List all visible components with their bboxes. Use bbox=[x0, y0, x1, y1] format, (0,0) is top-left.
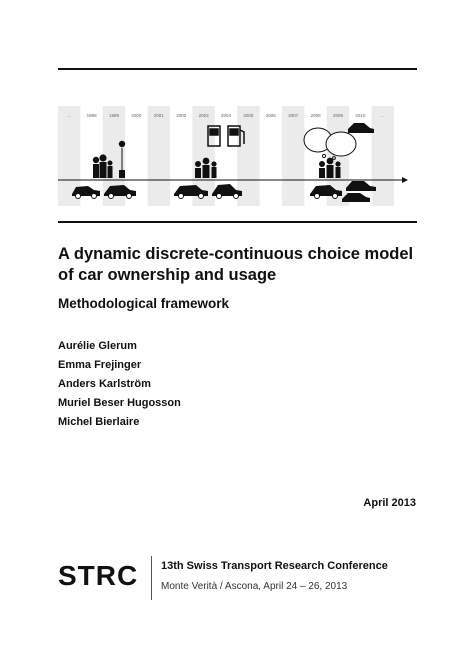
year-label: 2000 bbox=[131, 113, 142, 118]
year-shade bbox=[282, 106, 304, 206]
footer-divider bbox=[151, 556, 152, 600]
year-label: 2002 bbox=[176, 113, 187, 118]
year-label: 1999 bbox=[108, 113, 120, 118]
top-rule bbox=[58, 68, 417, 70]
year-label: 2001 bbox=[153, 113, 164, 118]
timeline-figure bbox=[58, 98, 417, 206]
car-icon bbox=[72, 186, 100, 199]
year-label: 1998 bbox=[86, 113, 97, 118]
year-labels bbox=[67, 113, 384, 118]
author-name: Aurélie Glerum bbox=[58, 340, 137, 352]
year-label: ... bbox=[380, 113, 385, 118]
conference-venue: Monte Verità / Ascona, April 24 – 26, 2013 bbox=[161, 581, 348, 592]
author-name: Muriel Beser Hugosson bbox=[58, 397, 181, 409]
bottom-rule bbox=[58, 221, 417, 223]
year-label: 2006 bbox=[265, 113, 276, 118]
author-name: Emma Frejinger bbox=[58, 359, 142, 371]
car-icon bbox=[346, 181, 376, 191]
year-label: 2009 bbox=[332, 113, 344, 118]
author-list bbox=[58, 337, 181, 432]
paper-title: A dynamic discrete-continuous choice model of car ownership and usage bbox=[58, 245, 414, 284]
car-icon bbox=[348, 123, 374, 133]
year-label: 2005 bbox=[243, 113, 254, 118]
year-label: 2008 bbox=[310, 113, 321, 118]
year-label: 2004 bbox=[220, 113, 232, 118]
author-name: Anders Karlström bbox=[58, 378, 151, 390]
year-label: 2010 bbox=[355, 113, 366, 118]
year-label: 2007 bbox=[288, 113, 299, 118]
conference-name: 13th Swiss Transport Research Conference bbox=[161, 560, 388, 572]
year-label: ... bbox=[67, 113, 72, 118]
author-name: Michel Bierlaire bbox=[58, 416, 140, 428]
year-label: 2003 bbox=[198, 113, 209, 118]
strc-logo: STRC bbox=[58, 560, 139, 591]
publication-date: April 2013 bbox=[363, 497, 416, 509]
year-shade bbox=[148, 106, 170, 206]
paper-subtitle: Methodological framework bbox=[58, 296, 230, 311]
timeline-arrow-icon bbox=[402, 177, 408, 183]
